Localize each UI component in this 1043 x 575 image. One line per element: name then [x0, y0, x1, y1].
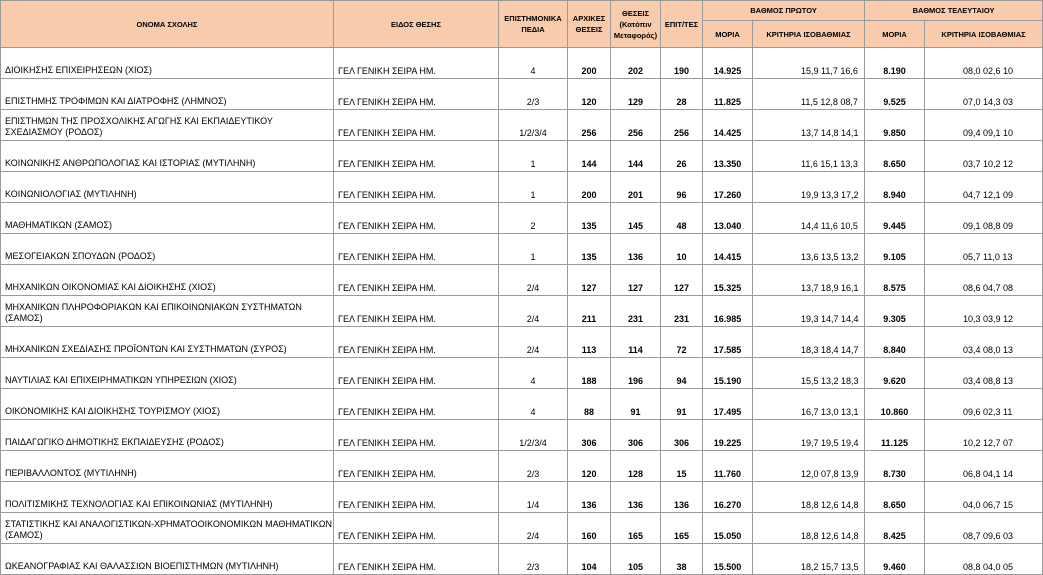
cell-fields[interactable]: 1 — [499, 141, 568, 172]
header-last-grade[interactable]: ΒΑΘΜΟΣ ΤΕΛΕΥΤΑΙΟΥ — [865, 1, 1043, 21]
header-last-moria[interactable]: ΜΟΡΙΑ — [865, 21, 925, 48]
cell-successful[interactable]: 136 — [661, 482, 703, 513]
cell-fields[interactable]: 2/3 — [499, 79, 568, 110]
cell-first-criteria[interactable]: 18,8 12,6 14,8 — [753, 513, 865, 544]
cell-last-criteria[interactable]: 08,8 04,0 05 — [925, 544, 1043, 575]
cell-last-moria[interactable]: 8.425 — [865, 513, 925, 544]
cell-last-criteria[interactable]: 09,4 09,1 10 — [925, 110, 1043, 141]
cell-positions-after-transfer[interactable]: 165 — [611, 513, 661, 544]
table-row[interactable] — [1, 172, 1043, 203]
cell-position-type[interactable]: ΓΕΛ ΓΕΝΙΚΗ ΣΕΙΡΑ ΗΜ. — [334, 79, 499, 110]
cell-first-moria[interactable]: 13.350 — [703, 141, 753, 172]
cell-positions-after-transfer[interactable]: 306 — [611, 420, 661, 451]
cell-first-moria[interactable]: 15.500 — [703, 544, 753, 575]
cell-initial-positions[interactable]: 144 — [568, 141, 611, 172]
cell-position-type[interactable]: ΓΕΛ ΓΕΝΙΚΗ ΣΕΙΡΑ ΗΜ. — [334, 141, 499, 172]
cell-position-type[interactable]: ΓΕΛ ΓΕΝΙΚΗ ΣΕΙΡΑ ΗΜ. — [334, 48, 499, 79]
cell-positions-after-transfer[interactable]: 145 — [611, 203, 661, 234]
cell-initial-positions[interactable]: 104 — [568, 544, 611, 575]
cell-fields[interactable]: 1/4 — [499, 482, 568, 513]
cell-last-criteria[interactable]: 09,6 02,3 11 — [925, 389, 1043, 420]
cell-first-criteria[interactable]: 13,7 18,9 16,1 — [753, 265, 865, 296]
cell-first-criteria[interactable]: 13,6 13,5 13,2 — [753, 234, 865, 265]
table-row[interactable] — [1, 141, 1043, 172]
cell-first-moria[interactable]: 17.495 — [703, 389, 753, 420]
table-row[interactable] — [1, 513, 1043, 544]
cell-last-criteria[interactable]: 03,4 08,0 13 — [925, 327, 1043, 358]
cell-last-moria[interactable]: 8.575 — [865, 265, 925, 296]
cell-last-criteria[interactable]: 05,7 11,0 13 — [925, 234, 1043, 265]
cell-initial-positions[interactable]: 200 — [568, 172, 611, 203]
cell-last-criteria[interactable]: 08,7 09,6 03 — [925, 513, 1043, 544]
cell-first-criteria[interactable]: 15,5 13,2 18,3 — [753, 358, 865, 389]
cell-school-name[interactable]: ΕΠΙΣΤΗΜΩΝ ΤΗΣ ΠΡΟΣΧΟΛΙΚΗΣ ΑΓΩΓΗΣ ΚΑΙ ΕΚΠΑΙΔΕΥΤΙΚΟΥ ΣΧΕΔΙΑΣΜΟΥ (ΡΟΔΟΣ) — [1, 110, 334, 141]
cell-positions-after-transfer[interactable]: 128 — [611, 451, 661, 482]
cell-successful[interactable]: 48 — [661, 203, 703, 234]
cell-fields[interactable]: 1 — [499, 234, 568, 265]
cell-last-criteria[interactable]: 08,6 04,7 08 — [925, 265, 1043, 296]
cell-last-moria[interactable]: 11.125 — [865, 420, 925, 451]
header-first-criteria[interactable]: ΚΡΙΤΗΡΙΑ ΙΣΟΒΑΘΜΙΑΣ — [753, 21, 865, 48]
cell-first-moria[interactable]: 17.585 — [703, 327, 753, 358]
cell-positions-after-transfer[interactable]: 231 — [611, 296, 661, 327]
cell-fields[interactable]: 2/4 — [499, 513, 568, 544]
cell-positions-after-transfer[interactable]: 256 — [611, 110, 661, 141]
cell-initial-positions[interactable]: 136 — [568, 482, 611, 513]
cell-fields[interactable]: 1/2/3/4 — [499, 110, 568, 141]
cell-first-criteria[interactable]: 11,5 12,8 08,7 — [753, 79, 865, 110]
cell-fields[interactable]: 4 — [499, 358, 568, 389]
cell-first-moria[interactable]: 14.415 — [703, 234, 753, 265]
table-row[interactable] — [1, 482, 1043, 513]
cell-positions-after-transfer[interactable]: 114 — [611, 327, 661, 358]
cell-last-criteria[interactable]: 04,0 06,7 15 — [925, 482, 1043, 513]
cell-last-moria[interactable]: 8.650 — [865, 482, 925, 513]
cell-first-criteria[interactable]: 13,7 14,8 14,1 — [753, 110, 865, 141]
table-row[interactable] — [1, 48, 1043, 79]
cell-positions-after-transfer[interactable]: 136 — [611, 234, 661, 265]
cell-position-type[interactable]: ΓΕΛ ΓΕΝΙΚΗ ΣΕΙΡΑ ΗΜ. — [334, 327, 499, 358]
cell-fields[interactable]: 2/3 — [499, 451, 568, 482]
cell-successful[interactable]: 190 — [661, 48, 703, 79]
cell-positions-after-transfer[interactable]: 129 — [611, 79, 661, 110]
cell-successful[interactable]: 231 — [661, 296, 703, 327]
cell-position-type[interactable]: ΓΕΛ ΓΕΝΙΚΗ ΣΕΙΡΑ ΗΜ. — [334, 203, 499, 234]
cell-last-moria[interactable]: 8.940 — [865, 172, 925, 203]
cell-last-criteria[interactable]: 10,2 12,7 07 — [925, 420, 1043, 451]
header-last-criteria[interactable]: ΚΡΙΤΗΡΙΑ ΙΣΟΒΑΘΜΙΑΣ — [925, 21, 1043, 48]
cell-successful[interactable]: 72 — [661, 327, 703, 358]
cell-school-name[interactable]: ΕΠΙΣΤΗΜΗΣ ΤΡΟΦΙΜΩΝ ΚΑΙ ΔΙΑΤΡΟΦΗΣ (ΛΗΜΝΟΣ) — [1, 79, 334, 110]
cell-position-type[interactable]: ΓΕΛ ΓΕΝΙΚΗ ΣΕΙΡΑ ΗΜ. — [334, 234, 499, 265]
cell-school-name[interactable]: ΜΕΣΟΓΕΙΑΚΩΝ ΣΠΟΥΔΩΝ (ΡΟΔΟΣ) — [1, 234, 334, 265]
cell-positions-after-transfer[interactable]: 91 — [611, 389, 661, 420]
table-row[interactable] — [1, 79, 1043, 110]
cell-last-moria[interactable]: 9.850 — [865, 110, 925, 141]
cell-last-criteria[interactable]: 06,8 04,1 14 — [925, 451, 1043, 482]
cell-first-moria[interactable]: 16.985 — [703, 296, 753, 327]
cell-fields[interactable]: 4 — [499, 48, 568, 79]
table-row[interactable] — [1, 358, 1043, 389]
cell-successful[interactable]: 94 — [661, 358, 703, 389]
table-row[interactable] — [1, 544, 1043, 575]
cell-position-type[interactable]: ΓΕΛ ΓΕΝΙΚΗ ΣΕΙΡΑ ΗΜ. — [334, 420, 499, 451]
cell-last-criteria[interactable]: 03,4 08,8 13 — [925, 358, 1043, 389]
cell-first-criteria[interactable]: 18,3 18,4 14,7 — [753, 327, 865, 358]
cell-position-type[interactable]: ΓΕΛ ΓΕΝΙΚΗ ΣΕΙΡΑ ΗΜ. — [334, 110, 499, 141]
cell-last-criteria[interactable]: 08,0 02,6 10 — [925, 48, 1043, 79]
cell-first-criteria[interactable]: 11,6 15,1 13,3 — [753, 141, 865, 172]
cell-position-type[interactable]: ΓΕΛ ΓΕΝΙΚΗ ΣΕΙΡΑ ΗΜ. — [334, 482, 499, 513]
cell-last-moria[interactable]: 8.650 — [865, 141, 925, 172]
cell-positions-after-transfer[interactable]: 144 — [611, 141, 661, 172]
cell-successful[interactable]: 28 — [661, 79, 703, 110]
cell-first-moria[interactable]: 17.260 — [703, 172, 753, 203]
cell-successful[interactable]: 127 — [661, 265, 703, 296]
cell-initial-positions[interactable]: 113 — [568, 327, 611, 358]
cell-first-criteria[interactable]: 19,3 14,7 14,4 — [753, 296, 865, 327]
header-successful[interactable]: ΕΠΙΤ/ΤΕΣ — [661, 1, 703, 48]
cell-school-name[interactable]: ΠΕΡΙΒΑΛΛΟΝΤΟΣ (ΜΥΤΙΛΗΝΗ) — [1, 451, 334, 482]
cell-first-moria[interactable]: 11.825 — [703, 79, 753, 110]
cell-school-name[interactable]: ΜΗΧΑΝΙΚΩΝ ΣΧΕΔΙΑΣΗΣ ΠΡΟΪΟΝΤΩΝ ΚΑΙ ΣΥΣΤΗΜΑΤΩΝ (ΣΥΡΟΣ) — [1, 327, 334, 358]
cell-last-moria[interactable]: 8.840 — [865, 327, 925, 358]
header-initial-positions[interactable]: ΑΡΧΙΚΕΣ ΘΕΣΕΙΣ — [568, 1, 611, 48]
cell-school-name[interactable]: ΜΗΧΑΝΙΚΩΝ ΟΙΚΟΝΟΜΙΑΣ ΚΑΙ ΔΙΟΙΚΗΣΗΣ (ΧΙΟΣ) — [1, 265, 334, 296]
cell-position-type[interactable]: ΓΕΛ ΓΕΝΙΚΗ ΣΕΙΡΑ ΗΜ. — [334, 358, 499, 389]
cell-fields[interactable]: 2 — [499, 203, 568, 234]
cell-school-name[interactable]: ΠΑΙΔΑΓΩΓΙΚΟ ΔΗΜΟΤΙΚΗΣ ΕΚΠΑΙΔΕΥΣΗΣ (ΡΟΔΟΣ) — [1, 420, 334, 451]
header-first-grade[interactable]: ΒΑΘΜΟΣ ΠΡΩΤΟΥ — [703, 1, 865, 21]
cell-last-moria[interactable]: 10.860 — [865, 389, 925, 420]
header-first-moria[interactable]: ΜΟΡΙΑ — [703, 21, 753, 48]
cell-successful[interactable]: 256 — [661, 110, 703, 141]
cell-last-moria[interactable]: 8.730 — [865, 451, 925, 482]
cell-initial-positions[interactable]: 211 — [568, 296, 611, 327]
cell-last-moria[interactable]: 9.105 — [865, 234, 925, 265]
cell-successful[interactable]: 306 — [661, 420, 703, 451]
cell-last-moria[interactable]: 9.305 — [865, 296, 925, 327]
cell-first-moria[interactable]: 19.225 — [703, 420, 753, 451]
cell-last-moria[interactable]: 8.190 — [865, 48, 925, 79]
cell-position-type[interactable]: ΓΕΛ ΓΕΝΙΚΗ ΣΕΙΡΑ ΗΜ. — [334, 296, 499, 327]
cell-school-name[interactable]: ΔΙΟΙΚΗΣΗΣ ΕΠΙΧΕΙΡΗΣΕΩΝ (ΧΙΟΣ) — [1, 48, 334, 79]
cell-school-name[interactable]: ΜΗΧΑΝΙΚΩΝ ΠΛΗΡΟΦΟΡΙΑΚΩΝ ΚΑΙ ΕΠΙΚΟΙΝΩΝΙΑΚΩΝ ΣΥΣΤΗΜΑΤΩΝ (ΣΑΜΟΣ) — [1, 296, 334, 327]
cell-successful[interactable]: 38 — [661, 544, 703, 575]
cell-positions-after-transfer[interactable]: 127 — [611, 265, 661, 296]
cell-initial-positions[interactable]: 306 — [568, 420, 611, 451]
cell-positions-after-transfer[interactable]: 136 — [611, 482, 661, 513]
cell-initial-positions[interactable]: 135 — [568, 234, 611, 265]
cell-successful[interactable]: 165 — [661, 513, 703, 544]
cell-first-moria[interactable]: 11.760 — [703, 451, 753, 482]
cell-successful[interactable]: 15 — [661, 451, 703, 482]
cell-first-criteria[interactable]: 19,7 19,5 19,4 — [753, 420, 865, 451]
table-row[interactable] — [1, 420, 1043, 451]
cell-initial-positions[interactable]: 160 — [568, 513, 611, 544]
cell-school-name[interactable]: ΣΤΑΤΙΣΤΙΚΗΣ ΚΑΙ ΑΝΑΛΟΓΙΣΤΙΚΩΝ-ΧΡΗΜΑΤΟΟΙΚΟΝΟΜΙΚΩΝ ΜΑΘΗΜΑΤΙΚΩΝ (ΣΑΜΟΣ) — [1, 513, 334, 544]
table-row[interactable] — [1, 110, 1043, 141]
cell-first-moria[interactable]: 14.425 — [703, 110, 753, 141]
cell-initial-positions[interactable]: 188 — [568, 358, 611, 389]
cell-school-name[interactable]: ΩΚΕΑΝΟΓΡΑΦΙΑΣ ΚΑΙ ΘΑΛΑΣΣΙΩΝ ΒΙΟΕΠΙΣΤΗΜΩΝ (ΜΥΤΙΛΗΝΗ) — [1, 544, 334, 575]
cell-position-type[interactable]: ΓΕΛ ΓΕΝΙΚΗ ΣΕΙΡΑ ΗΜ. — [334, 172, 499, 203]
cell-first-moria[interactable]: 16.270 — [703, 482, 753, 513]
cell-position-type[interactable]: ΓΕΛ ΓΕΝΙΚΗ ΣΕΙΡΑ ΗΜ. — [334, 544, 499, 575]
table-row[interactable] — [1, 234, 1043, 265]
table-row[interactable] — [1, 327, 1043, 358]
cell-last-moria[interactable]: 9.620 — [865, 358, 925, 389]
cell-last-moria[interactable]: 9.460 — [865, 544, 925, 575]
cell-first-criteria[interactable]: 12,0 07,8 13,9 — [753, 451, 865, 482]
table-row[interactable] — [1, 389, 1043, 420]
header-school-name[interactable]: ΟΝΟΜΑ ΣΧΟΛΗΣ — [1, 1, 334, 48]
cell-school-name[interactable]: ΜΑΘΗΜΑΤΙΚΩΝ (ΣΑΜΟΣ) — [1, 203, 334, 234]
cell-first-criteria[interactable]: 16,7 13,0 13,1 — [753, 389, 865, 420]
cell-position-type[interactable]: ΓΕΛ ΓΕΝΙΚΗ ΣΕΙΡΑ ΗΜ. — [334, 265, 499, 296]
cell-initial-positions[interactable]: 120 — [568, 79, 611, 110]
cell-last-criteria[interactable]: 04,7 12,1 09 — [925, 172, 1043, 203]
cell-fields[interactable]: 4 — [499, 389, 568, 420]
table-row[interactable] — [1, 451, 1043, 482]
cell-school-name[interactable]: ΚΟΙΝΩΝΙΟΛΟΓΙΑΣ (ΜΥΤΙΛΗΝΗ) — [1, 172, 334, 203]
cell-position-type[interactable]: ΓΕΛ ΓΕΝΙΚΗ ΣΕΙΡΑ ΗΜ. — [334, 451, 499, 482]
cell-school-name[interactable]: ΟΙΚΟΝΟΜΙΚΗΣ ΚΑΙ ΔΙΟΙΚΗΣΗΣ ΤΟΥΡΙΣΜΟΥ (ΧΙΟΣ) — [1, 389, 334, 420]
cell-initial-positions[interactable]: 127 — [568, 265, 611, 296]
table-row[interactable] — [1, 265, 1043, 296]
cell-successful[interactable]: 26 — [661, 141, 703, 172]
cell-last-criteria[interactable]: 07,0 14,3 03 — [925, 79, 1043, 110]
header-position-type[interactable]: ΕΙΔΟΣ ΘΕΣΗΣ — [334, 1, 499, 48]
cell-first-moria[interactable]: 15.325 — [703, 265, 753, 296]
cell-first-criteria[interactable]: 18,8 12,6 14,8 — [753, 482, 865, 513]
cell-first-criteria[interactable]: 14,4 11,6 10,5 — [753, 203, 865, 234]
cell-successful[interactable]: 91 — [661, 389, 703, 420]
cell-fields[interactable]: 2/4 — [499, 296, 568, 327]
cell-positions-after-transfer[interactable]: 196 — [611, 358, 661, 389]
cell-first-moria[interactable]: 15.050 — [703, 513, 753, 544]
cell-position-type[interactable]: ΓΕΛ ΓΕΝΙΚΗ ΣΕΙΡΑ ΗΜ. — [334, 513, 499, 544]
cell-fields[interactable]: 1/2/3/4 — [499, 420, 568, 451]
cell-last-criteria[interactable]: 09,1 08,8 09 — [925, 203, 1043, 234]
cell-fields[interactable]: 2/3 — [499, 544, 568, 575]
header-positions-after-transfer[interactable]: ΘΕΣΕΙΣ (Κατόπιν Μεταφοράς) — [611, 1, 661, 48]
cell-first-criteria[interactable]: 19,9 13,3 17,2 — [753, 172, 865, 203]
table-row[interactable] — [1, 296, 1043, 327]
cell-position-type[interactable]: ΓΕΛ ΓΕΝΙΚΗ ΣΕΙΡΑ ΗΜ. — [334, 389, 499, 420]
cell-successful[interactable]: 96 — [661, 172, 703, 203]
cell-first-criteria[interactable]: 15,9 11,7 16,6 — [753, 48, 865, 79]
cell-first-moria[interactable]: 15.190 — [703, 358, 753, 389]
cell-initial-positions[interactable]: 120 — [568, 451, 611, 482]
cell-last-criteria[interactable]: 10,3 03,9 12 — [925, 296, 1043, 327]
cell-last-moria[interactable]: 9.525 — [865, 79, 925, 110]
cell-fields[interactable]: 2/4 — [499, 265, 568, 296]
cell-initial-positions[interactable]: 135 — [568, 203, 611, 234]
cell-initial-positions[interactable]: 88 — [568, 389, 611, 420]
cell-initial-positions[interactable]: 200 — [568, 48, 611, 79]
cell-first-criteria[interactable]: 18,2 15,7 13,5 — [753, 544, 865, 575]
cell-first-moria[interactable]: 14.925 — [703, 48, 753, 79]
cell-fields[interactable]: 1 — [499, 172, 568, 203]
cell-last-criteria[interactable]: 03,7 10,2 12 — [925, 141, 1043, 172]
cell-initial-positions[interactable]: 256 — [568, 110, 611, 141]
header-fields[interactable]: ΕΠΙΣΤΗΜΟΝΙΚΑ ΠΕΔΙΑ — [499, 1, 568, 48]
cell-last-moria[interactable]: 9.445 — [865, 203, 925, 234]
cell-school-name[interactable]: ΚΟΙΝΩΝΙΚΗΣ ΑΝΘΡΩΠΟΛΟΓΙΑΣ ΚΑΙ ΙΣΤΟΡΙΑΣ (ΜΥΤΙΛΗΝΗ) — [1, 141, 334, 172]
cell-positions-after-transfer[interactable]: 202 — [611, 48, 661, 79]
cell-positions-after-transfer[interactable]: 105 — [611, 544, 661, 575]
cell-school-name[interactable]: ΠΟΛΙΤΙΣΜΙΚΗΣ ΤΕΧΝΟΛΟΓΙΑΣ ΚΑΙ ΕΠΙΚΟΙΝΩΝΙΑΣ (ΜΥΤΙΛΗΝΗ) — [1, 482, 334, 513]
cell-fields[interactable]: 2/4 — [499, 327, 568, 358]
cell-first-moria[interactable]: 13.040 — [703, 203, 753, 234]
table-row[interactable] — [1, 203, 1043, 234]
cell-school-name[interactable]: ΝΑΥΤΙΛΙΑΣ ΚΑΙ ΕΠΙΧΕΙΡΗΜΑΤΙΚΩΝ ΥΠΗΡΕΣΙΩΝ (ΧΙΟΣ) — [1, 358, 334, 389]
cell-positions-after-transfer[interactable]: 201 — [611, 172, 661, 203]
cell-successful[interactable]: 10 — [661, 234, 703, 265]
